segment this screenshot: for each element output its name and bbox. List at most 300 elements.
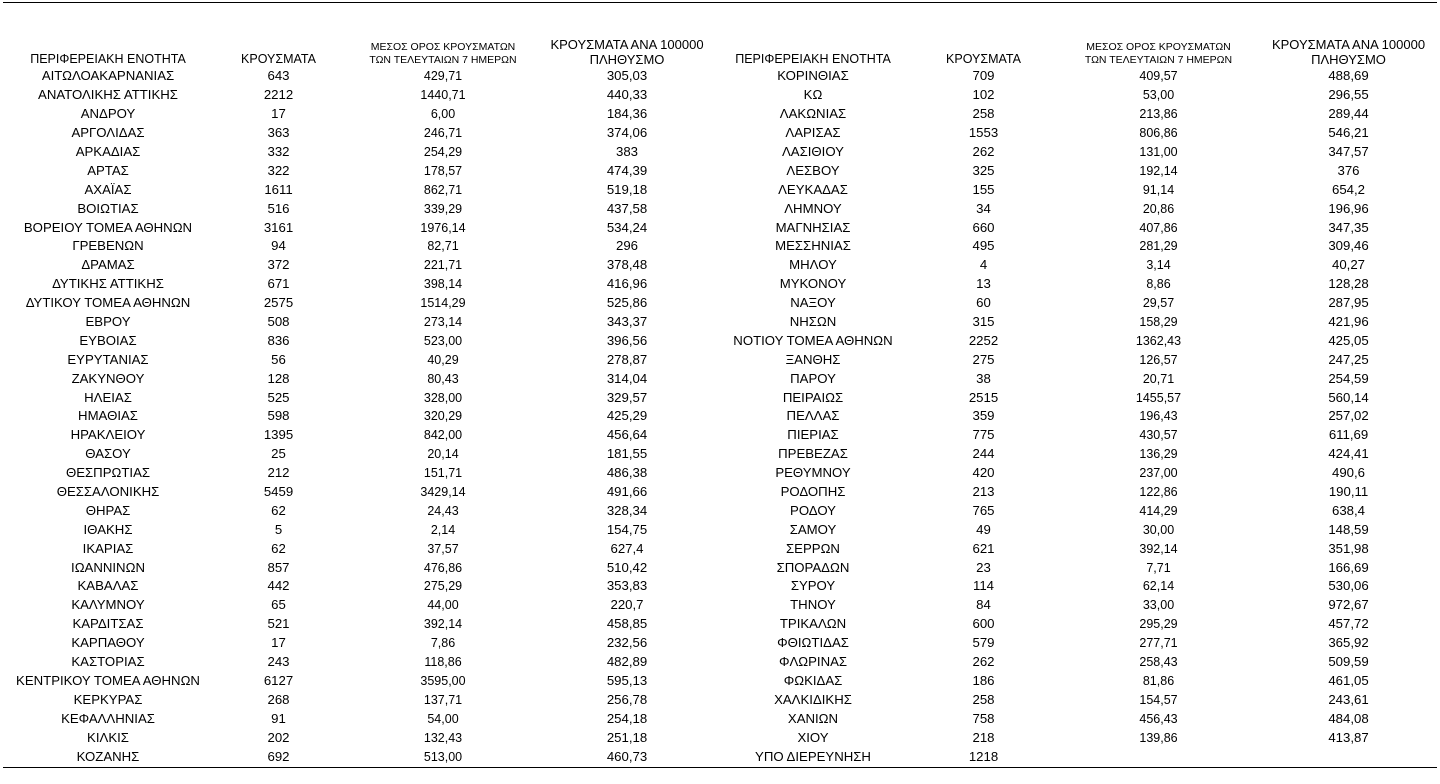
bottom-rule [3,767,1437,768]
cases-per-100k-left: 181,55 [606,446,648,462]
cases-right: 34 [976,200,991,216]
region-name-left: ΔΡΑΜΑΣ [81,257,135,273]
cases-left: 508 [267,314,290,330]
region-name-left: ΑΝΑΤΟΛΙΚΗΣ ΑΤΤΙΚΗΣ [38,87,178,103]
cases-per-100k-left: 460,73 [606,748,648,764]
region-name-right: ΦΛΩΡΙΝΑΣ [778,654,848,670]
cases-per-100k-right: 376 [1337,162,1360,178]
region-name-right: ΛΕΥΚΑΔΑΣ [778,181,848,197]
cases-right: 359 [972,408,995,424]
avg-7-days-right: 136,29 [1139,447,1178,462]
cases-per-100k-right: 365,92 [1328,635,1369,651]
cases-right: 155 [972,181,995,197]
cases-left: 3161 [263,219,294,235]
avg-7-days-right: 158,29 [1139,315,1178,330]
header-per100k-right [1261,33,1436,67]
region-name-left: ΘΕΣΠΡΩΤΙΑΣ [65,465,151,481]
table-row [6,672,1436,691]
avg-7-days-left: 842,00 [423,428,463,443]
cases-per-100k-right: 190,11 [1328,484,1369,500]
cases-per-100k-left: 510,42 [606,559,648,575]
avg-7-days-left: 37,57 [427,541,459,556]
header-per100k-line1: ΚΡΟΥΣΜΑΤΑ ΑΝΑ 100000 [550,37,704,52]
table-row [6,596,1436,615]
region-name-left: ΚΕΦΑΛΛΗΝΙΑΣ [61,710,155,726]
avg-7-days-right: 30,00 [1142,522,1175,537]
cases-right: 2515 [968,389,999,405]
cases-right: 258 [972,106,995,122]
region-name-right: ΦΩΚΙΔΑΣ [783,672,843,688]
cases-left: 268 [267,691,290,707]
region-name-left: ΗΜΑΘΙΑΣ [78,408,138,424]
cases-per-100k-right: 40,27 [1331,257,1365,273]
cases-per-100k-left: 416,96 [606,276,648,292]
cases-left: 17 [271,635,286,651]
cases-left: 857 [267,559,290,575]
avg-7-days-right: 53,00 [1142,88,1175,103]
top-rule [3,2,1437,3]
cases-per-100k-left: 254,18 [606,710,648,726]
region-name-left: ΓΡΕΒΕΝΩΝ [72,238,144,254]
avg-7-days-left: 151,71 [423,466,463,481]
region-name-left: ΙΩΑΝΝΙΝΩΝ [71,559,145,575]
cases-per-100k-left: 353,83 [606,578,648,594]
region-name-left: ΑΧΑΪΑΣ [84,181,132,197]
avg-7-days-left: 178,57 [423,163,463,178]
avg-7-days-right: 3,14 [1146,258,1171,273]
avg-7-days-left: 1514,29 [420,296,466,311]
cases-left: 202 [267,729,290,745]
region-name-left: ΗΛΕΙΑΣ [84,389,132,405]
avg-7-days-left: 3429,14 [420,485,466,500]
cases-per-100k-right: 309,46 [1328,238,1369,254]
cases-per-100k-left: 305,03 [606,68,648,84]
region-name-right: ΣΠΟΡΑΔΩΝ [776,559,850,575]
region-name-right: ΧΙΟΥ [797,729,829,745]
region-name-left: ΘΑΣΟΥ [85,446,131,462]
avg-7-days-left: 523,00 [423,333,463,348]
region-name-left: ΚΕΝΤΡΙΚΟΥ ΤΟΜΕΑ ΑΘΗΝΩΝ [16,672,200,688]
cases-left: 62 [271,502,286,518]
avg-7-days-right: 409,57 [1139,69,1178,84]
cases-per-100k-right: 509,59 [1328,654,1369,670]
region-name-right: ΡΟΔΟΠΗΣ [780,484,846,500]
table-row [6,426,1436,445]
region-name-left: ΚΟΖΑΝΗΣ [76,748,140,764]
cases-per-100k-left: 296 [615,238,638,254]
cases-right: 13 [976,276,991,292]
cases-per-100k-left: 534,24 [606,219,648,235]
avg-7-days-left: 1440,71 [420,88,466,103]
cases-right: 49 [976,521,991,537]
cases-left: 1395 [263,427,294,443]
region-name-right: ΚΟΡΙΝΘΙΑΣ [777,68,849,84]
cases-right: 579 [972,635,995,651]
region-name-left: ΚΑΡΠΑΘΟΥ [71,635,145,651]
avg-7-days-right: 392,14 [1139,541,1178,556]
avg-7-days-left: 476,86 [423,560,463,575]
cases-right: 84 [976,597,991,613]
avg-7-days-right: 295,29 [1139,617,1178,632]
avg-7-days-left: 54,00 [427,711,459,726]
avg-7-days-right: 414,29 [1139,503,1178,518]
header-cases-left: ΚΡΟΥΣΜΑΤΑ [241,52,316,66]
cases-left: 692 [267,748,290,764]
avg-7-days-right: 20,71 [1142,371,1175,386]
region-name-right: ΧΑΛΚΙΔΙΚΗΣ [774,691,852,707]
cases-per-100k-right: 546,21 [1328,125,1369,141]
cases-per-100k-left: 595,13 [606,672,648,688]
cases-per-100k-left: 525,86 [606,295,648,311]
region-name-right: ΝΗΣΩΝ [789,314,837,330]
cases-right: 213 [972,484,995,500]
region-name-left: ΑΝΔΡΟΥ [80,106,136,122]
avg-7-days-left: 1976,14 [420,220,466,235]
region-name-left: ΘΕΣΣΑΛΟΝΙΚΗΣ [56,484,160,500]
region-name-left: ΚΑΛΥΜΝΟΥ [71,597,145,613]
region-name-right: ΛΑΡΙΣΑΣ [785,125,841,141]
avg-7-days-left: 275,29 [423,579,463,594]
region-name-right: ΚΩ [803,87,823,103]
cases-per-100k-right: 530,06 [1328,578,1369,594]
cases-right: 621 [972,540,995,556]
region-name-right: ΡΟΔΟΥ [790,502,836,518]
region-name-right: ΦΘΙΩΤΙΔΑΣ [777,635,849,651]
region-name-right: ΥΠΟ ΔΙΕΡΕΥΝΗΣΗ [755,748,871,764]
avg-7-days-right: 33,00 [1142,598,1175,613]
cases-per-100k-right: 425,05 [1328,332,1369,348]
avg-7-days-left: 320,29 [423,409,463,424]
table-row [6,445,1436,464]
region-name-right: ΣΑΜΟΥ [789,521,837,537]
region-name-right: ΛΑΣΙΘΙΟΥ [782,144,844,159]
avg-7-days-right: 91,14 [1142,182,1175,197]
avg-7-days-left: 246,71 [423,126,463,141]
cases-left: 525 [267,389,290,405]
cases-per-100k-right: 638,4 [1331,502,1365,518]
cases-per-100k-right: 128,28 [1328,276,1369,292]
region-name-left: ΙΘΑΚΗΣ [83,521,133,537]
cases-left: 212 [267,465,290,481]
region-name-right: ΤΡΙΚΑΛΩΝ [779,616,847,632]
avg-7-days-right: 277,71 [1139,636,1178,651]
header-avg-line1: ΜΕΣΟΣ ΟΡΟΣ ΚΡΟΥΣΜΑΤΩΝ [370,41,516,53]
cases-left: 836 [267,332,290,348]
avg-7-days-right: 806,86 [1139,126,1178,141]
cases-per-100k-left: 491,66 [606,484,648,500]
table-row [6,105,1436,124]
cases-per-100k-left: 378,48 [606,257,648,273]
table-body [6,67,1436,766]
region-name-right: ΜΥΚΟΝΟΥ [779,276,847,292]
table-header-row [6,33,1436,67]
cases-per-100k-left: 374,06 [606,125,648,141]
cases-right: 420 [972,465,995,481]
avg-7-days-left: 20,14 [427,447,459,462]
cases-per-100k-left: 383 [615,144,638,159]
cases-right: 2252 [968,332,999,348]
cases-right: 258 [972,691,995,707]
cases-left: 516 [267,200,290,216]
cases-left: 363 [267,125,290,141]
avg-7-days-left: 24,43 [427,503,459,518]
cases-left: 91 [271,710,286,726]
region-name-right: ΠΑΡΟΥ [790,370,836,386]
region-name-left: ΔΥΤΙΚΟΥ ΤΟΜΕΑ ΑΘΗΝΩΝ [25,295,191,311]
cases-left: 322 [267,162,290,178]
header-per100k-line1: ΚΡΟΥΣΜΑΤΑ ΑΝΑ 100000 [1271,37,1426,52]
avg-7-days-right: 192,14 [1139,163,1178,178]
avg-7-days-right: 139,86 [1139,730,1178,745]
region-name-left: ΑΡΤΑΣ [87,162,129,178]
cases-left: 5 [274,521,283,537]
header-avg-line2: ΤΩΝ ΤΕΛΕΥΤΑΙΩΝ 7 ΗΜΕΡΩΝ [369,54,517,66]
avg-7-days-left: 862,71 [423,182,463,197]
avg-7-days-left: 82,71 [427,239,459,254]
header-avg-right [1056,33,1261,67]
cases-right: 186 [972,672,995,688]
avg-7-days-right: 213,86 [1139,107,1178,122]
table-row [6,464,1436,483]
table-row [6,161,1436,180]
region-name-right: ΛΕΣΒΟΥ [786,162,840,178]
avg-7-days-right: 81,86 [1142,673,1175,688]
avg-7-days-left: 339,29 [423,201,463,216]
cases-per-100k-right: 148,59 [1328,521,1369,537]
table-row [6,218,1436,237]
avg-7-days-right: 62,14 [1142,579,1175,594]
cases-per-100k-left: 328,34 [606,502,648,518]
cases-per-100k-right: 347,35 [1328,219,1369,235]
cases-right: 244 [972,446,995,462]
region-name-left: ΗΡΑΚΛΕΙΟΥ [70,427,146,443]
region-name-right: ΝΟΤΙΟΥ ΤΟΜΕΑ ΑΘΗΝΩΝ [733,332,893,348]
cases-per-100k-right: 254,59 [1328,370,1369,386]
cases-per-100k-left: 396,56 [606,332,648,348]
header-avg-left [347,33,539,67]
region-name-right: ΛΑΚΩΝΙΑΣ [779,106,847,122]
avg-7-days-left: 2,14 [430,522,456,537]
cases-per-100k-right: 421,96 [1328,314,1369,330]
cases-per-100k-left: 232,56 [606,635,648,651]
table-row [6,388,1436,407]
cases-per-100k-right: 351,98 [1328,540,1369,556]
cases-per-100k-right: 247,25 [1328,351,1369,367]
avg-7-days-right: 281,29 [1139,239,1178,254]
table-row [6,558,1436,577]
cases-right: 660 [972,219,995,235]
region-name-right: ΣΕΡΡΩΝ [786,540,840,556]
avg-7-days-left: 3595,00 [420,673,466,688]
cases-per-100k-right: 243,61 [1328,691,1369,707]
region-name-right: ΠΙΕΡΙΑΣ [787,427,839,443]
cases-per-100k-left: 425,29 [606,408,648,424]
avg-7-days-left: 137,71 [423,692,463,707]
header-cases-right: ΚΡΟΥΣΜΑΤΑ [946,52,1021,66]
table-row [6,501,1436,520]
region-name-right: ΛΗΜΝΟΥ [784,200,842,216]
avg-7-days-left: 80,43 [427,371,459,386]
table-row [6,199,1436,218]
avg-7-days-right: 7,71 [1146,560,1171,575]
cases-per-100k-left: 343,37 [606,314,648,330]
avg-7-days-left: 392,14 [423,617,463,632]
table-row [6,483,1436,502]
region-name-right: ΠΕΛΛΑΣ [786,408,840,424]
cases-left: 521 [267,616,290,632]
cases-per-100k-right: 488,69 [1328,68,1369,84]
avg-7-days-right [1056,747,1261,766]
cases-per-100k-right: 560,14 [1328,389,1369,405]
region-name-right: ΜΗΛΟΥ [789,257,837,273]
cases-left: 62 [271,540,286,556]
cases-per-100k-left: 519,18 [606,181,648,197]
avg-7-days-left: 118,86 [424,655,462,670]
region-name-left: ΑΡΚΑΔΙΑΣ [75,144,141,159]
table-row [6,143,1436,162]
cases-left: 94 [271,238,286,254]
cases-right: 262 [972,144,995,159]
cases-left: 2212 [263,87,294,103]
cases-per-100k-left: 184,36 [606,106,648,122]
header-avg-line2: ΤΩΝ ΤΕΛΕΥΤΑΙΩΝ 7 ΗΜΕΡΩΝ [1084,54,1233,66]
region-name-left: ΕΥΡΥΤΑΝΙΑΣ [67,351,149,367]
cases-per-100k-left: 486,38 [606,465,648,481]
region-name-right: ΝΑΞΟΥ [790,295,836,311]
cases-right: 275 [972,351,995,367]
cases-per-100k-right: 287,95 [1328,295,1369,311]
avg-7-days-right: 29,57 [1142,296,1175,311]
header-per100k-line2: ΠΛΗΘΥΣΜΟ [1311,52,1386,67]
region-name-left: ΖΑΚΥΝΘΟΥ [71,370,145,386]
table-row [6,294,1436,313]
table-row [6,124,1436,143]
region-name-left: ΒΟΡΕΙΟΥ ΤΟΜΕΑ ΑΘΗΝΩΝ [23,219,193,235]
table-row [6,180,1436,199]
cases-right: 758 [972,710,995,726]
cases-right: 765 [972,502,995,518]
region-name-left: ΕΥΒΟΙΑΣ [79,332,137,348]
cases-per-100k-right: 484,08 [1328,710,1369,726]
avg-7-days-right: 196,43 [1139,409,1178,424]
cases-per-100k-right: 424,41 [1328,446,1369,462]
cases-right: 315 [972,314,995,330]
region-name-left: ΚΑΡΔΙΤΣΑΣ [72,616,144,632]
avg-7-days-left: 273,14 [423,315,463,330]
cases-left: 243 [267,654,290,670]
region-name-right: ΜΑΓΝΗΣΙΑΣ [775,219,851,235]
table-row [6,747,1436,766]
region-name-left: ΚΑΒΑΛΑΣ [77,578,139,594]
table-row [6,331,1436,350]
avg-7-days-left: 44,00 [427,598,459,613]
avg-7-days-right: 258,43 [1139,655,1178,670]
table-row [6,237,1436,256]
cases-per-100k-left: 482,89 [606,654,648,670]
table-row [6,369,1436,388]
cases-left: 332 [267,144,290,159]
cases-right: 1553 [968,125,999,141]
table-row [6,86,1436,105]
cases-per-100k-left: 627,4 [610,540,644,556]
regional-cases-table [6,33,1436,766]
cases-right: 600 [972,616,995,632]
region-name-left: ΘΗΡΑΣ [85,502,131,518]
header-per100k-left [539,33,715,67]
cases-per-100k-right: 296,55 [1328,87,1369,103]
cases-per-100k-left: 220,7 [610,597,644,613]
cases-left: 65 [271,597,286,613]
cases-right: 102 [972,87,995,103]
table-row [6,615,1436,634]
cases-left: 372 [267,257,290,273]
avg-7-days-left: 132,43 [423,730,463,745]
region-name-right: ΣΥΡΟΥ [790,578,836,594]
avg-7-days-right: 1455,57 [1135,390,1182,405]
avg-7-days-left: 513,00 [423,749,463,764]
region-name-left: ΔΥΤΙΚΗΣ ΑΤΤΙΚΗΣ [52,276,164,292]
avg-7-days-left: 221,71 [423,258,463,273]
cases-per-100k-right: 461,05 [1328,672,1369,688]
cases-left: 6127 [263,672,294,688]
cases-per-100k-left: 329,57 [606,389,648,405]
table-row [6,313,1436,332]
cases-per-100k-left: 437,58 [606,200,648,216]
table-row [6,728,1436,747]
avg-7-days-left: 254,29 [423,145,463,159]
avg-7-days-left: 40,29 [427,352,459,367]
region-name-right: ΠΡΕΒΕΖΑΣ [778,446,848,462]
cases-right: 495 [972,238,995,254]
cases-right: 325 [972,162,995,178]
avg-7-days-right: 407,86 [1139,220,1178,235]
avg-7-days-right: 1362,43 [1135,333,1182,348]
cases-per-100k-right: 972,67 [1328,597,1369,613]
cases-left: 2575 [263,295,294,311]
cases-left: 671 [267,276,290,292]
region-name-left: ΚΕΡΚΥΡΑΣ [73,691,143,707]
avg-7-days-right: 20,86 [1142,201,1175,216]
avg-7-days-right: 237,00 [1139,466,1178,481]
header-region-left: ΠΕΡΙΦΕΡΕΙΑΚΗ ΕΝΟΤΗΤΑ [30,52,186,66]
avg-7-days-left: 398,14 [423,277,463,292]
avg-7-days-right: 126,57 [1139,352,1178,367]
cases-right: 60 [976,295,991,311]
region-name-left: ΙΚΑΡΙΑΣ [82,540,134,556]
table-row [6,350,1436,369]
table-row [6,407,1436,426]
avg-7-days-left: 328,00 [423,390,463,405]
cases-per-100k-right: 289,44 [1328,106,1369,122]
cases-per-100k-left: 278,87 [606,351,648,367]
table-row [6,577,1436,596]
cases-left: 643 [267,68,290,84]
avg-7-days-right: 8,86 [1146,277,1171,292]
cases-right: 262 [972,654,995,670]
cases-per-100k-right: 257,02 [1328,408,1369,424]
region-name-right: ΤΗΝΟΥ [790,597,836,613]
cases-per-100k-left: 440,33 [606,87,648,103]
cases-left: 56 [271,351,286,367]
cases-per-100k-left: 256,78 [606,691,648,707]
region-name-left: ΚΙΛΚΙΣ [87,729,129,745]
table-row [6,653,1436,672]
cases-per-100k-right: 654,2 [1331,181,1365,197]
cases-left: 1611 [264,181,293,197]
table-row [6,67,1436,86]
region-name-right: ΠΕΙΡΑΙΩΣ [782,389,844,405]
region-name-right: ΜΕΣΣΗΝΙΑΣ [775,238,851,254]
